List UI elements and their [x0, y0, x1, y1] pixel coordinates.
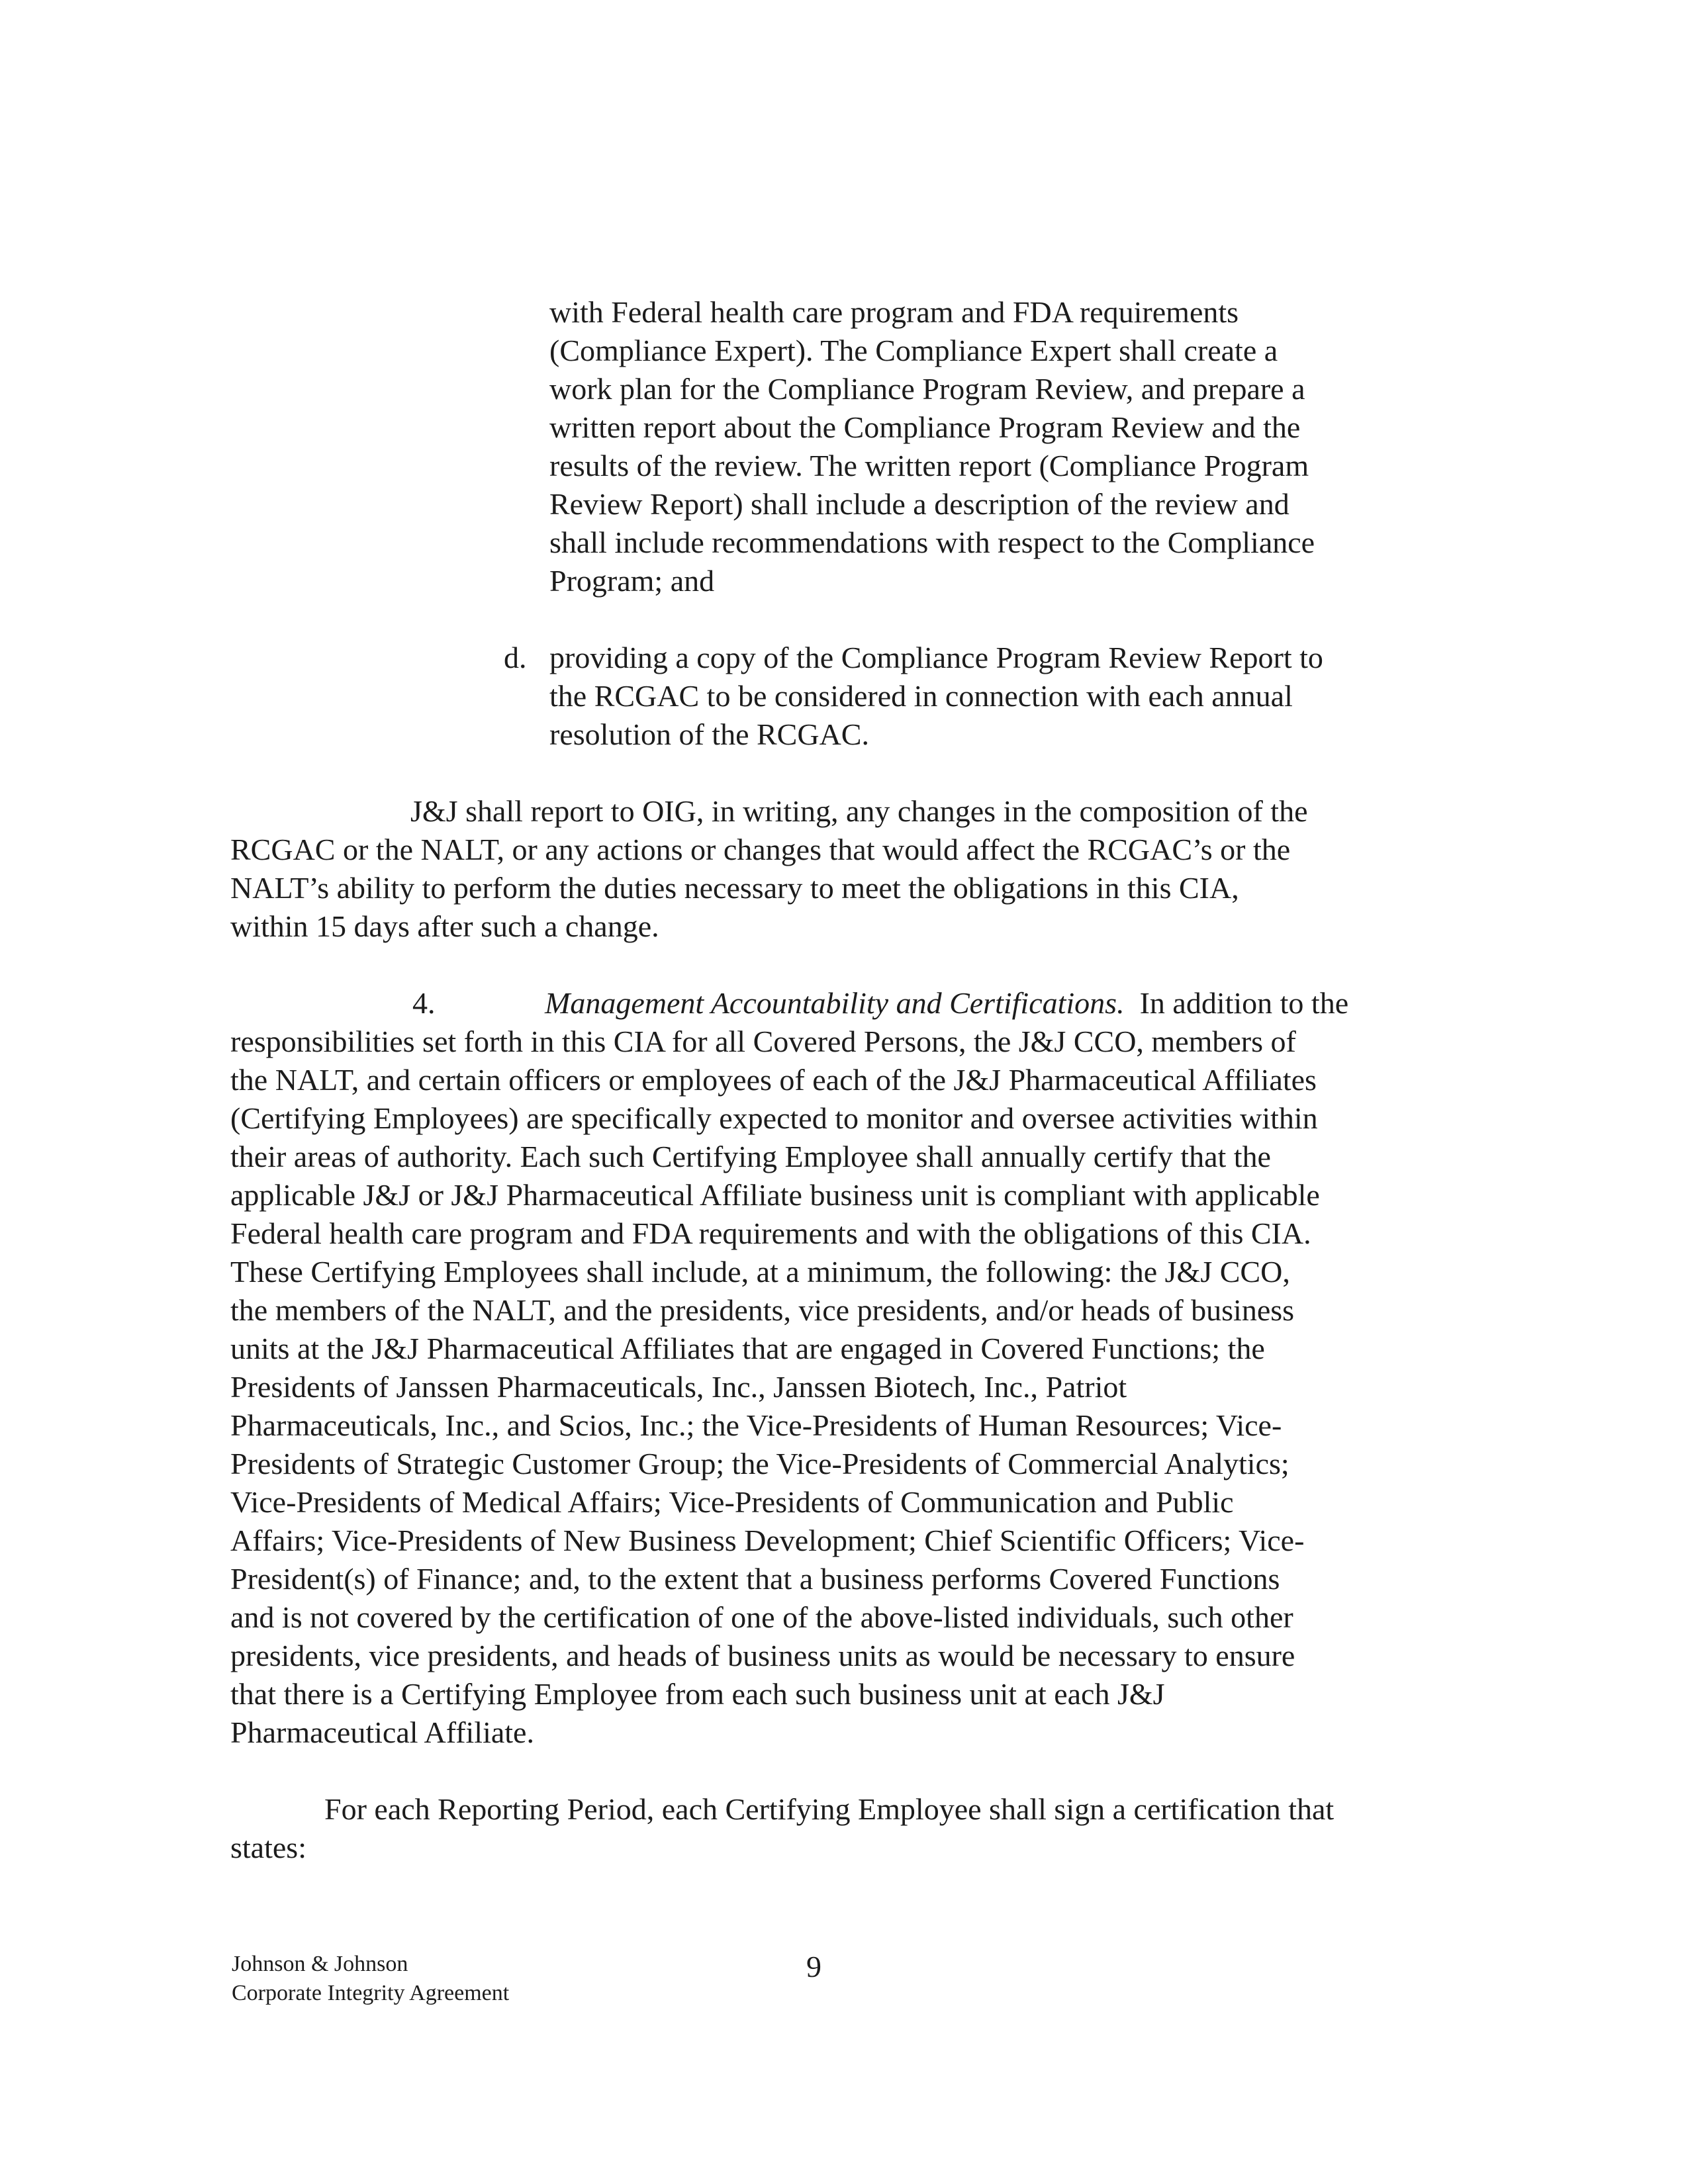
footer-document-title: Corporate Integrity Agreement — [232, 1981, 510, 2005]
text-line: responsibilities set forth in this CIA for all Covered Persons, the J&J CCO, members of — [230, 1024, 1296, 1058]
text-line: work plan for the Compliance Program Review, and prepare a — [549, 372, 1305, 406]
text-line: (Certifying Employees) are specifically expected to monitor and oversee activities within — [230, 1101, 1318, 1135]
text-line: Vice-Presidents of Medical Affairs; Vice-Presidents of Communication and Public — [230, 1485, 1234, 1519]
text-line: RCGAC or the NALT, or any actions or changes that would affect the RCGAC’s or the — [230, 833, 1291, 866]
section-heading: Management Accountability and Certifications. — [545, 986, 1125, 1020]
text-line: Review Report) shall include a description of the review and — [549, 487, 1289, 521]
text-line: Pharmaceutical Affiliate. — [230, 1715, 534, 1749]
text-line: states: — [230, 1831, 306, 1864]
text-line: within 15 days after such a change. — [230, 909, 659, 943]
text-line: the members of the NALT, and the presidents, vice presidents, and/or heads of business — [230, 1293, 1295, 1327]
text-line: resolution of the RCGAC. — [549, 717, 869, 751]
page-number: 9 — [806, 1950, 821, 1983]
text-line: Affairs; Vice-Presidents of New Business Development; Chief Scientific Officers; Vice- — [230, 1524, 1305, 1557]
text-line: and is not covered by the certification of one of the above-listed individuals, such other — [230, 1600, 1293, 1634]
section-4-first-line — [545, 984, 1348, 1023]
text-line: written report about the Compliance Program Review and the — [549, 410, 1301, 444]
text-line: the RCGAC to be considered in connection with each annual — [549, 679, 1293, 713]
text-line: Presidents of Strategic Customer Group; the Vice-Presidents of Commercial Analytics; — [230, 1447, 1289, 1480]
section-number: 4. — [412, 986, 436, 1020]
text-fragment: In addition to the — [1139, 986, 1349, 1020]
text-line: that there is a Certifying Employee from each such business unit at each J&J — [230, 1677, 1165, 1711]
text-line: Pharmaceuticals, Inc., and Scios, Inc.; the Vice-Presidents of Human Resources; Vice- — [230, 1408, 1282, 1442]
text-line: Federal health care program and FDA requirements and with the obligations of this CIA. — [230, 1216, 1311, 1250]
text-line: shall include recommendations with respect to the Compliance — [549, 525, 1315, 559]
text-line: their areas of authority. Each such Certifying Employee shall annually certify that the — [230, 1140, 1271, 1173]
text-line: For each Reporting Period, each Certifying Employee shall sign a certification that — [324, 1792, 1335, 1826]
text-line: applicable J&J or J&J Pharmaceutical Affiliate business unit is compliant with applicable — [230, 1178, 1320, 1212]
text-line: results of the review. The written report (Compliance Program — [549, 449, 1309, 482]
text-line: Program; and — [549, 564, 715, 598]
text-line: (Compliance Expert). The Compliance Expert shall create a — [549, 334, 1278, 367]
footer-company: Johnson & Johnson — [232, 1952, 408, 1976]
text-line: the NALT, and certain officers or employees of each of the J&J Pharmaceutical Affiliates — [230, 1063, 1317, 1097]
text-line: providing a copy of the Compliance Program Review Report to — [549, 641, 1323, 674]
text-line: units at the J&J Pharmaceutical Affiliates that are engaged in Covered Functions; the — [230, 1332, 1265, 1365]
text-line: President(s) of Finance; and, to the extent that a business performs Covered Functions — [230, 1562, 1280, 1596]
text-line: NALT’s ability to perform the duties necessary to meet the obligations in this CIA, — [230, 871, 1239, 905]
text-line: presidents, vice presidents, and heads of business units as would be necessary to ensure — [230, 1639, 1295, 1672]
text-line: Presidents of Janssen Pharmaceuticals, Inc., Janssen Biotech, Inc., Patriot — [230, 1370, 1127, 1404]
text-line: with Federal health care program and FDA requirements — [549, 295, 1239, 329]
text-line: J&J shall report to OIG, in writing, any changes in the composition of the — [410, 794, 1308, 828]
text-line: These Certifying Employees shall include, at a minimum, the following: the J&J CCO, — [230, 1255, 1290, 1289]
list-marker: d. — [504, 641, 527, 674]
